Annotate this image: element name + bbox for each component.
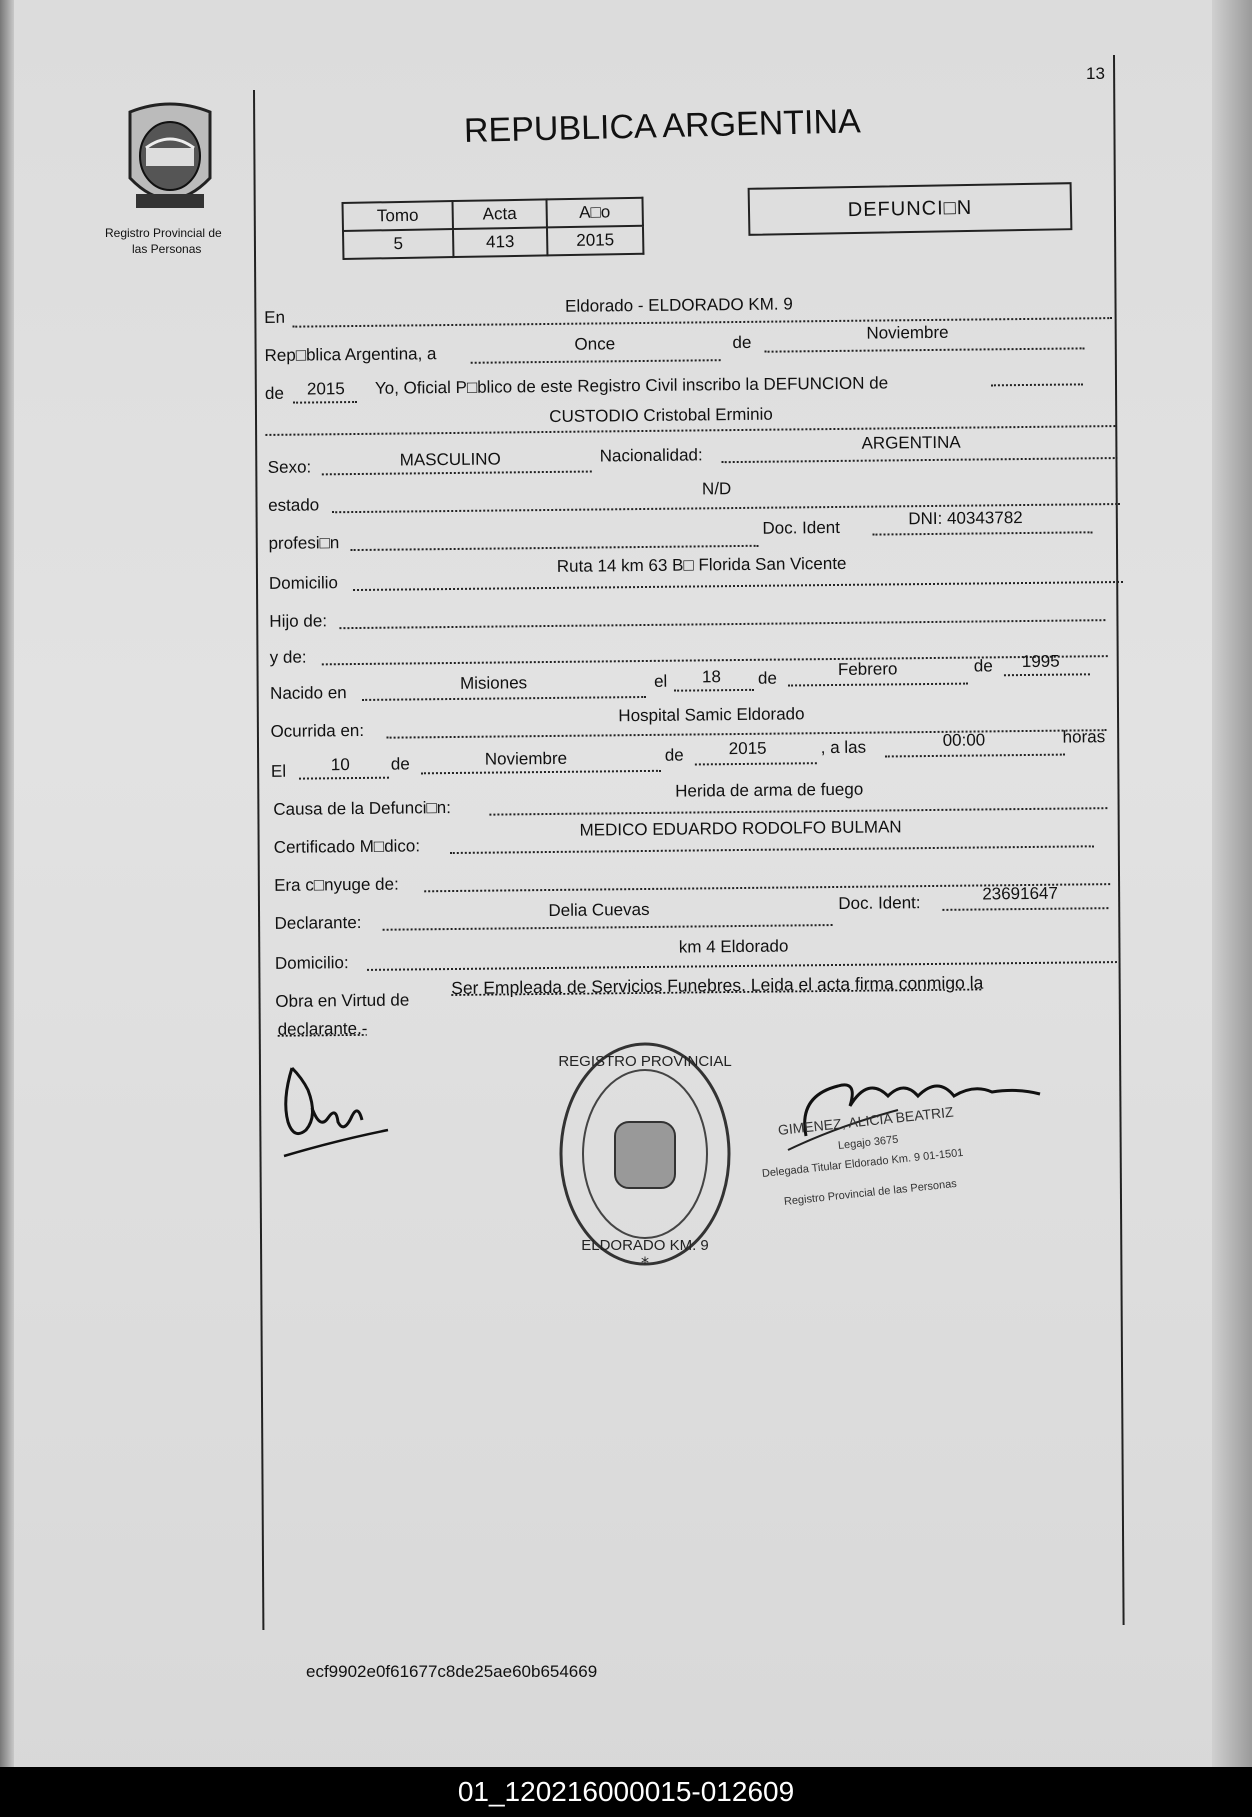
page-number: 13: [1086, 64, 1105, 83]
value-anio: 2015: [306, 379, 345, 399]
svg-text:REGISTRO PROVINCIAL: REGISTRO PROVINCIAL: [558, 1053, 732, 1070]
dotted-line: [885, 754, 1065, 758]
value-anio: 2015: [547, 226, 643, 256]
label-domicilio: Domicilio: [268, 573, 339, 593]
label-ocurrida: Ocurrida en:: [270, 720, 365, 741]
value-estado: N/D: [701, 479, 732, 499]
value-def-dia: 10: [330, 755, 350, 775]
dotted-line: [292, 317, 1112, 328]
dotted-line: [339, 619, 1105, 629]
value-obra-line2: declarante.-: [277, 1018, 368, 1039]
value-nac-dia: 18: [701, 667, 721, 687]
label-de: de: [732, 332, 752, 353]
value-def-mes: Noviembre: [484, 748, 568, 769]
dotted-line: [674, 689, 754, 692]
label-yde: y de:: [269, 647, 307, 667]
dotted-line: [299, 777, 389, 780]
dotted-line: [322, 471, 592, 476]
dotted-line: [421, 770, 661, 775]
label-profesion: profesi□n: [268, 533, 340, 553]
value-obra-line1: Ser Empleada de Servicios Funebres. Leida el acta firma conmigo la: [451, 972, 984, 999]
dotted-line: [1004, 673, 1090, 676]
label-el: el: [653, 671, 668, 691]
value-nac-mes: Febrero: [837, 659, 898, 679]
header-anio: A□o: [546, 198, 642, 228]
dotted-line: [265, 425, 1115, 436]
value-dia-texto: Once: [574, 334, 616, 354]
official-stamp-legajo: Legajo 3675: [837, 1133, 899, 1152]
dotted-line: [942, 907, 1108, 911]
label-nacionalidad: Nacionalidad:: [599, 445, 703, 466]
official-stamp-delegada: Delegada Titular Eldorado Km. 9 01-1501: [761, 1146, 964, 1180]
header-acta: Acta: [452, 199, 546, 229]
value-causa: Herida de arma de fuego: [675, 779, 864, 801]
value-nacido-lugar: Misiones: [459, 673, 528, 693]
value-ocurrida: Hospital Samic Eldorado: [618, 704, 805, 726]
dotted-line: [489, 807, 1107, 815]
label-obra: Obra en Virtud de: [275, 990, 410, 1011]
label-de-anio: de: [264, 383, 284, 403]
value-acta: 413: [453, 227, 547, 257]
dotted-line: [383, 924, 833, 931]
svg-text:*: *: [641, 1253, 649, 1272]
label-en: En: [264, 307, 286, 327]
value-tomo: 5: [343, 229, 453, 259]
label-republica: Rep□blica Argentina, a: [264, 344, 437, 365]
label-causa: Causa de la Defunci□n:: [273, 798, 451, 819]
dotted-line: [367, 961, 1117, 971]
dotted-line: [351, 545, 759, 551]
document-type-box: DEFUNCI□N: [748, 182, 1073, 236]
value-nombre: CUSTODIO Cristobal Erminio: [549, 404, 773, 426]
value-nac-anio: 1995: [1021, 651, 1060, 672]
value-sexo: MASCULINO: [399, 449, 501, 470]
value-certificado: MEDICO EDUARDO RODOLFO BULMAN: [579, 817, 902, 840]
label-domicilio2: Domicilio:: [274, 953, 349, 973]
svg-text:ELDORADO KM. 9: ELDORADO KM. 9: [581, 1237, 709, 1254]
official-stamp-registro: Registro Provincial de las Personas: [783, 1177, 958, 1208]
label-doc-ident2: Doc. Ident:: [838, 893, 921, 913]
value-def-anio: 2015: [728, 738, 767, 759]
label-hijo: Hijo de:: [269, 611, 328, 631]
dotted-line: [387, 729, 1107, 739]
document-hash: ecf9902e0f61677c8de25ae60b654669: [306, 1662, 598, 1681]
official-stamp-name: GIMENEZ, ALICIA BEATRIZ: [777, 1103, 955, 1138]
label-de-nac: de: [757, 668, 778, 688]
value-domicilio2: km 4 Eldorado: [678, 936, 789, 957]
label-conyuge: Era c□nyuge de:: [274, 874, 399, 895]
declarant-signature: [278, 1060, 398, 1164]
registry-seal: [552, 1036, 738, 1272]
value-hora: 00:00: [942, 730, 986, 750]
dotted-line: [991, 383, 1083, 386]
dotted-line: [695, 762, 817, 765]
value-mes: Noviembre: [866, 322, 949, 343]
label-doc-ident: Doc. Ident: [762, 517, 841, 538]
dotted-line: [353, 581, 1123, 591]
label-estado: estado: [268, 495, 320, 515]
label-de-nac-anio: de: [973, 656, 993, 676]
label-El: El: [270, 761, 287, 781]
dotted-line: [788, 683, 968, 687]
dotted-line: [765, 347, 1085, 352]
label-declarante: Declarante:: [274, 912, 362, 933]
value-doc-ident2: 23691647: [982, 883, 1058, 904]
dotted-line: [471, 359, 721, 364]
label-horas: horas: [1062, 727, 1106, 747]
value-domicilio: Ruta 14 km 63 B□ Florida San Vicente: [556, 553, 847, 576]
dotted-line: [450, 845, 1094, 854]
label-de-def-anio: de: [664, 745, 684, 765]
dotted-line: [872, 531, 1092, 535]
header-tomo: Tomo: [343, 201, 453, 231]
label-sexo: Sexo:: [267, 457, 312, 477]
value-declarante: Delia Cuevas: [548, 899, 650, 921]
value-nacionalidad: ARGENTINA: [861, 432, 961, 453]
oficial-text: Yo, Oficial P□blico de este Registro Civil inscribo la DEFUNCION de: [374, 373, 889, 398]
registry-name-line2: las Personas: [132, 242, 202, 256]
value-lugar: Eldorado - ELDORADO KM. 9: [564, 294, 793, 316]
dotted-line: [293, 401, 357, 404]
label-nacido: Nacido en: [270, 683, 347, 703]
footer-id: 01_120216000015-012609: [0, 1767, 1252, 1817]
label-alas: , a las: [820, 737, 867, 758]
document-title: REPUBLICA ARGENTINA: [463, 102, 862, 150]
registry-name-line1: Registro Provincial de: [105, 226, 222, 240]
label-de-def: de: [390, 754, 410, 774]
value-doc-ident: DNI: 40343782: [908, 508, 1023, 529]
dotted-line: [362, 696, 646, 701]
dotted-line: [722, 457, 1118, 463]
label-certificado: Certificado M□dico:: [273, 836, 421, 857]
